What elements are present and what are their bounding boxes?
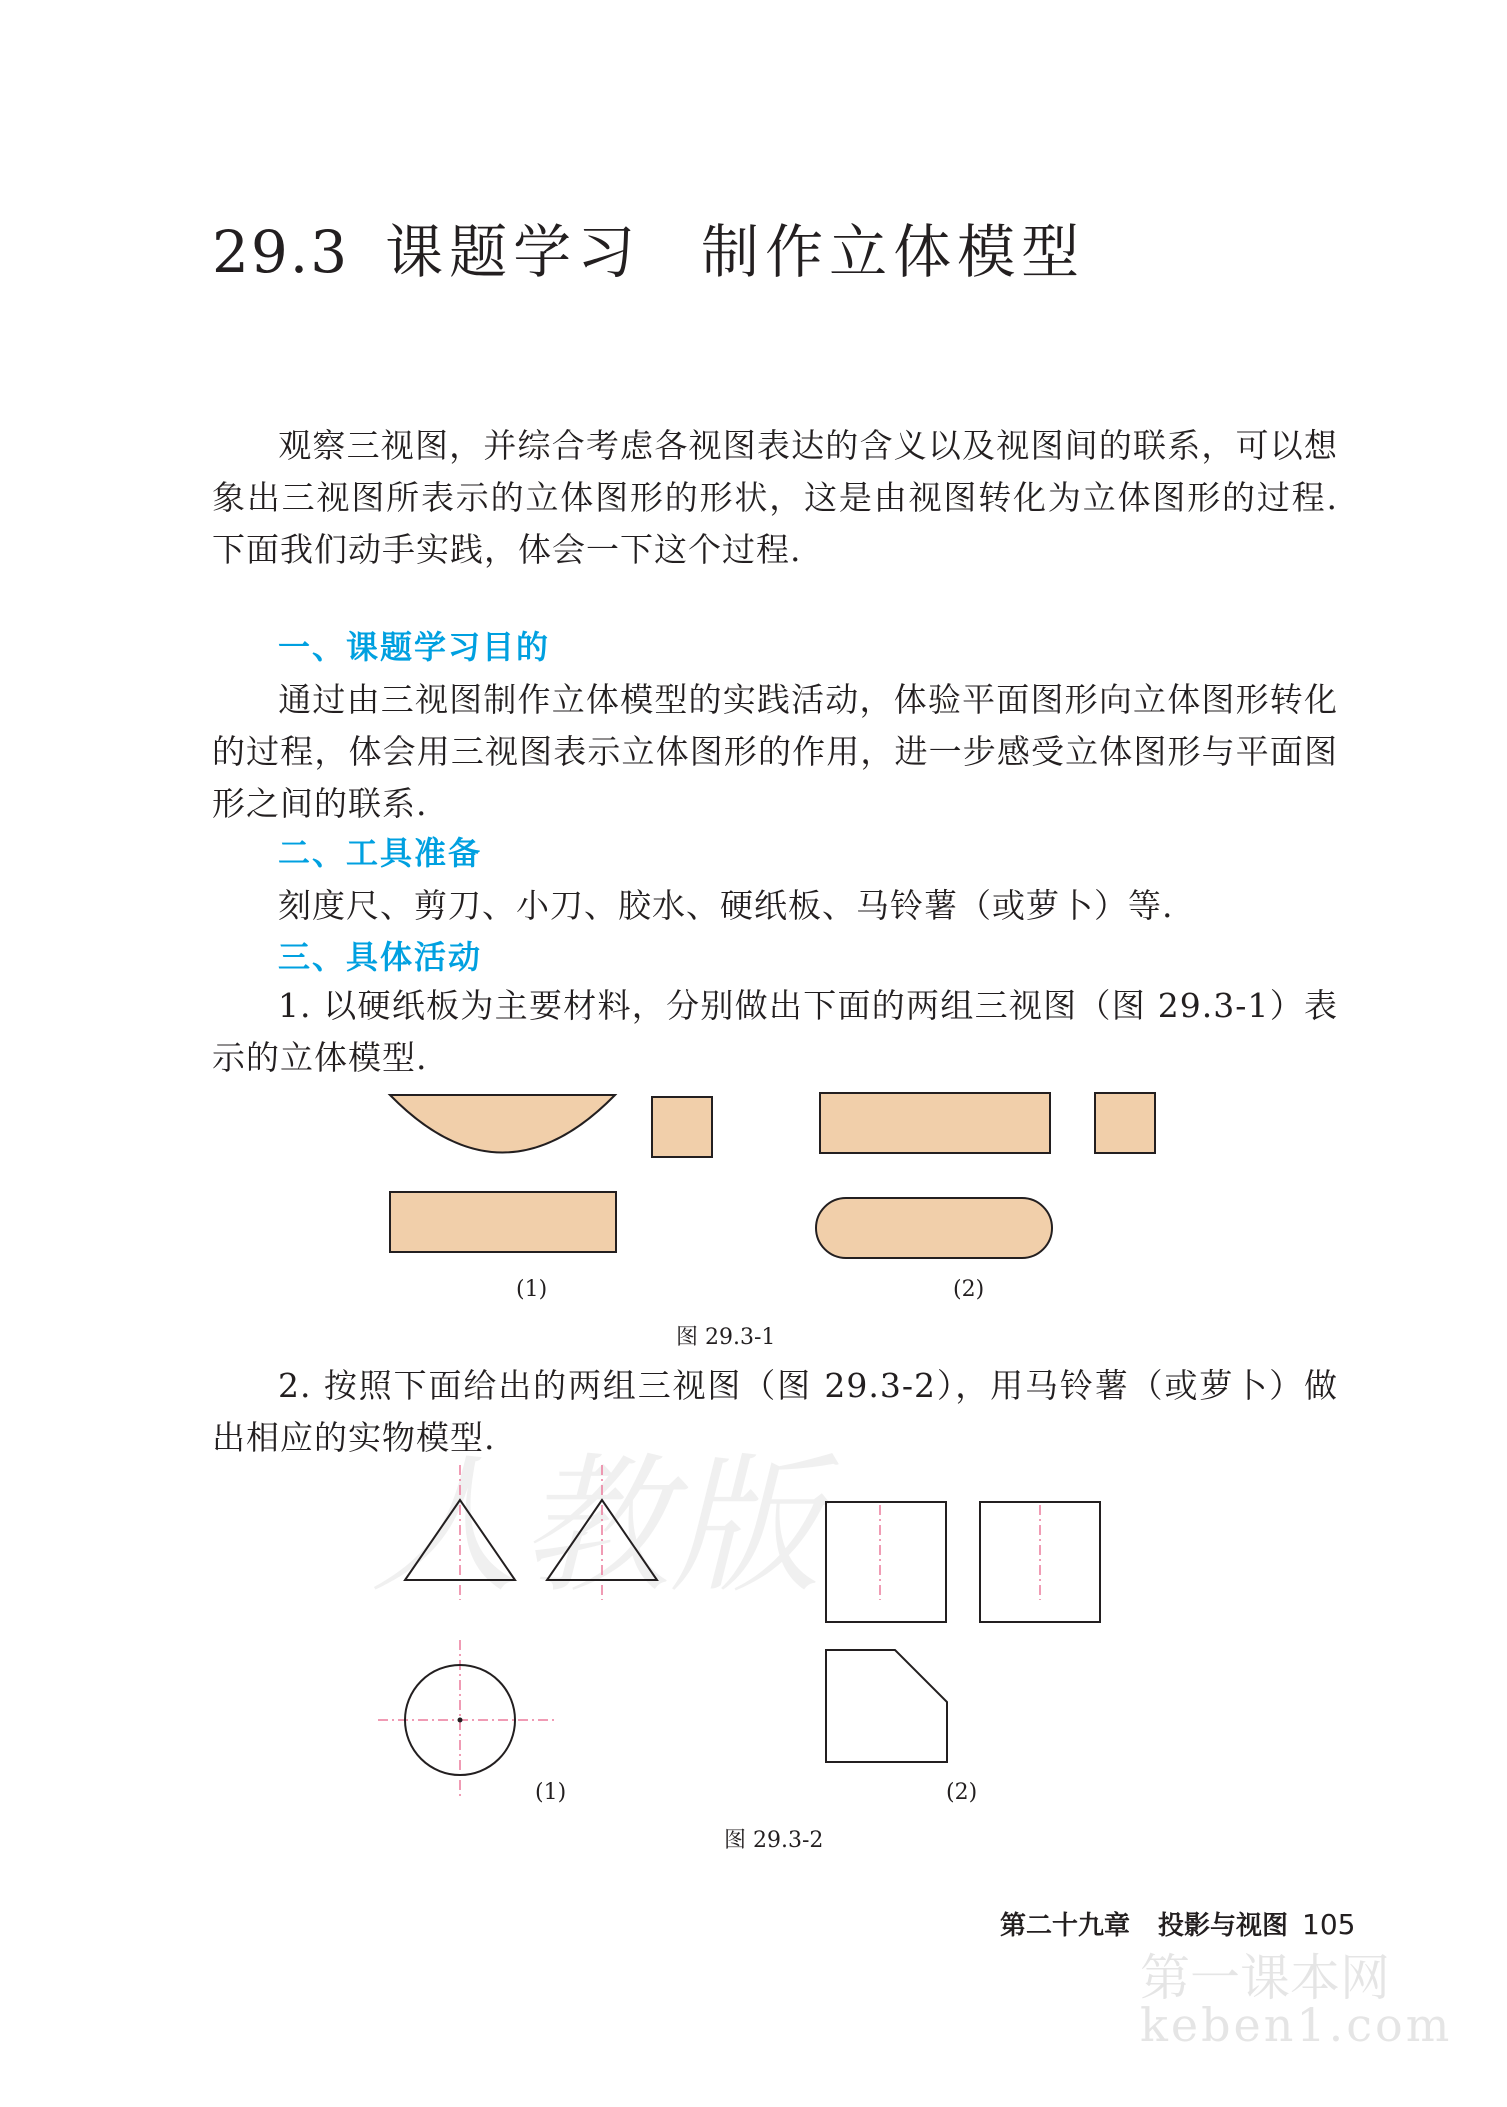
fig1-2-front-view-rectangle: [820, 1093, 1050, 1153]
site-watermark-name: 第一课本网: [1140, 1949, 1390, 2007]
step-2-text: 2. 按照下面给出的两组三视图（图 29.3-2），用马铃薯（或萝卜）做出相应的实物模型.: [212, 1366, 1338, 1457]
intro-paragraph: [212, 420, 1338, 576]
heading-activities: 三、具体活动: [278, 938, 483, 976]
fig1-2-side-view-square: [1095, 1093, 1155, 1153]
footer-chapter: 第二十九章: [1000, 1911, 1131, 1941]
intro-text: 观察三视图，并综合考虑各视图表达的含义以及视图间的联系，可以想象出三视图所表示的立体图形的形状，这是由视图转化为立体图形的过程. 下面我们动手实践，体会一下这个过程.: [212, 426, 1338, 569]
fig2-1-top-view-circle: [405, 1665, 515, 1775]
site-watermark-url: keben1.com: [1140, 1998, 1453, 2052]
tools-text: 刻度尺、剪刀、小刀、胶水、硬纸板、马铃薯（或萝卜）等.: [278, 886, 1174, 925]
section-subtitle: 制作立体模型: [701, 218, 1086, 286]
fig1-label-1: (1): [516, 1277, 548, 1302]
fig2-1-circle-center-dot: [458, 1718, 463, 1723]
purpose-text: 通过由三视图制作立体模型的实践活动，体验平面图形向立体图形转化的过程，体会用三视图表示立体图形的作用，进一步感受立体图形与平面图形之间的联系.: [212, 680, 1338, 823]
step-1-text: 1. 以硬纸板为主要材料，分别做出下面的两组三视图（图 29.3-1）表示的立体模型.: [212, 986, 1338, 1077]
section-title-text: 课题学习: [385, 218, 642, 286]
footer-title: 投影与视图: [1158, 1911, 1289, 1941]
fig1-2-top-view-rounded-rectangle: [816, 1198, 1052, 1258]
activity-step-1: [212, 980, 1338, 1084]
section-number: 29.3: [212, 218, 350, 286]
publisher-watermark: 人教版: [370, 1440, 821, 1614]
fig1-1-top-view-rectangle: [390, 1192, 616, 1252]
page-number: 105: [1302, 1908, 1356, 1941]
fig1-1-front-view-semicircle: [390, 1095, 615, 1153]
fig1-caption: 图 29.3-1: [676, 1325, 776, 1350]
fig2-label-2: (2): [946, 1780, 978, 1805]
page-footer: [1000, 1905, 1355, 1942]
fig1-label-2: (2): [953, 1277, 985, 1302]
fig2-label-1: (1): [535, 1780, 567, 1805]
fig2-2-front-view-square: [826, 1502, 946, 1622]
purpose-paragraph: [212, 674, 1338, 830]
fig2-2-top-view-pentagon: [826, 1650, 947, 1762]
heading-purpose: 一、课题学习目的: [278, 628, 551, 666]
fig1-1-side-view-square: [652, 1097, 712, 1157]
section-title: [212, 205, 1085, 289]
fig2-2-side-view-square: [980, 1502, 1100, 1622]
fig2-caption: 图 29.3-2: [724, 1828, 824, 1853]
heading-tools: 二、工具准备: [278, 834, 483, 872]
